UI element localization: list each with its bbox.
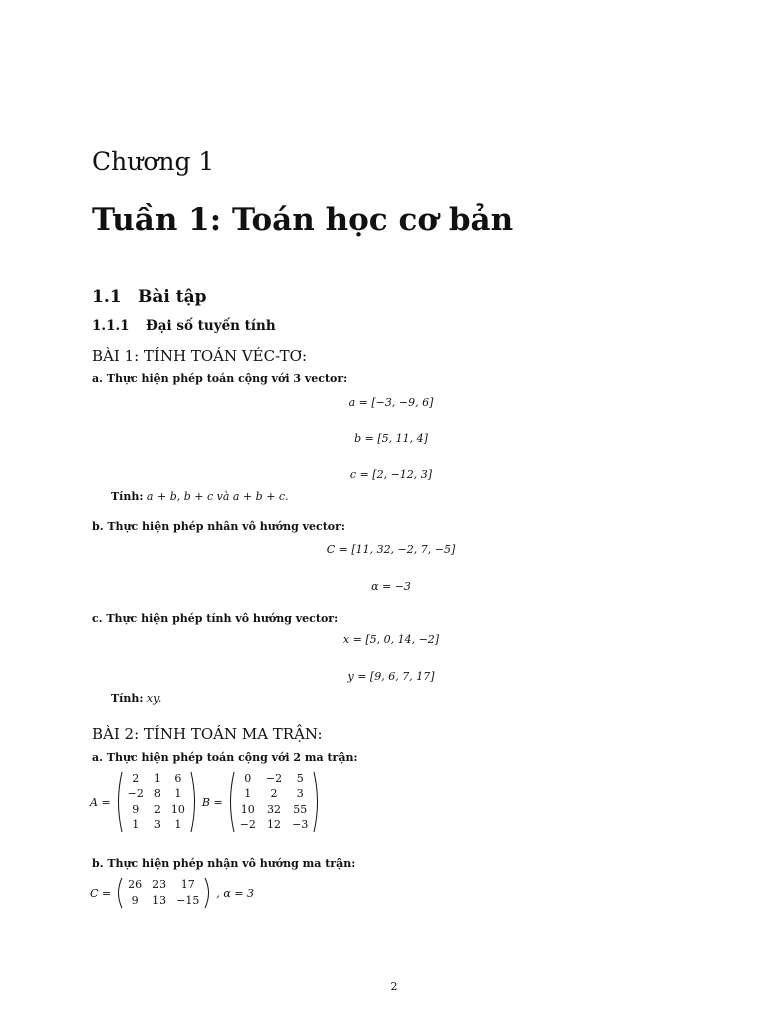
- matrix-A-label: A =: [90, 795, 111, 809]
- right-paren-icon: [190, 771, 198, 833]
- matrix-B-cell: 5: [296, 771, 304, 785]
- matrix-B-cell: 3: [296, 787, 304, 800]
- matrix-scalar-expression: [90, 877, 254, 909]
- matrix-B-cell: 10: [240, 802, 255, 816]
- matrix-A-cell: −2: [127, 787, 144, 800]
- matrix-C-cell: 17: [180, 877, 195, 891]
- matrix-A-cell: 1: [174, 787, 182, 800]
- matrix-B-label: B =: [201, 795, 223, 809]
- task-text: xy.: [146, 692, 162, 705]
- exercise-1-heading: BÀI 1: TÍNH TOÁN VÉC-TƠ:: [92, 347, 307, 365]
- task-text: a + b, b + c và a + b + c.: [146, 490, 289, 503]
- left-paren-icon: [115, 877, 123, 909]
- matrix-B-cell: −3: [292, 818, 309, 831]
- matrix-B-cell: 32: [267, 802, 282, 816]
- matrix-C-cell: −15: [176, 893, 200, 907]
- task-label: Tính:: [111, 490, 144, 503]
- exercise-1c-task: [111, 692, 161, 705]
- matrix-A-row: [123, 802, 190, 818]
- matrix-C-cell: 23: [152, 877, 167, 891]
- exercise-1c-label: c. Thực hiện phép tính vô hướng vector:: [92, 612, 339, 625]
- matrix-B-row: [235, 802, 314, 818]
- matrix-B-cell: 0: [244, 771, 252, 785]
- matrix-B-cell: −2: [265, 771, 283, 785]
- matrix-B-cell: 55: [293, 802, 308, 816]
- matrix-A: [115, 771, 198, 833]
- exercise-1b-label: b. Thực hiện phép nhân vô hướng vector:: [92, 520, 345, 533]
- equation-x: x = [5, 0, 14, −2]: [342, 633, 440, 646]
- matrix-C-cell: 9: [131, 893, 139, 907]
- matrix-A-cell: 1: [132, 818, 140, 831]
- matrix-C-row: [123, 877, 204, 893]
- equation-C-vector: C = [11, 32, −2, 7, −5]: [326, 543, 456, 556]
- chapter-label: Chương 1: [92, 147, 215, 176]
- exercise-1a-task: [111, 490, 289, 503]
- section-heading: [92, 287, 207, 307]
- section-title: Bài tập: [138, 287, 207, 307]
- matrix-B-cell: −2: [239, 818, 256, 831]
- matrix-A-cell: 2: [153, 802, 161, 816]
- equation-c: c = [2, −12, 3]: [349, 468, 433, 481]
- matrix-C-cell: 26: [128, 877, 143, 891]
- left-paren-icon: [115, 771, 123, 833]
- task-label: Tính:: [111, 692, 144, 705]
- left-paren-icon: [227, 771, 235, 833]
- exercise-1a-label: a. Thực hiện phép toán cộng với 3 vector:: [92, 372, 348, 385]
- matrix-A-cell: 8: [153, 787, 161, 800]
- matrix-A-cell: 3: [153, 818, 161, 831]
- exercise-2a-label: a. Thực hiện phép toán cộng với 2 ma trận:: [92, 751, 358, 764]
- equation-b: b = [5, 11, 4]: [354, 432, 428, 445]
- equation-y: y = [9, 6, 7, 17]: [347, 670, 435, 683]
- matrix-A-cell: 10: [170, 802, 185, 816]
- exercise-2-heading: BÀI 2: TÍNH TOÁN MA TRẬN:: [92, 725, 323, 743]
- matrix-B-cell: 1: [244, 787, 252, 800]
- page-number: 2: [390, 980, 398, 993]
- matrix-C-label: C =: [90, 886, 112, 900]
- matrix-B-cell: 12: [267, 818, 282, 831]
- matrix-B-cell: 2: [270, 787, 278, 800]
- subsection-heading: [92, 318, 276, 334]
- right-paren-icon: [313, 771, 321, 833]
- matrix-A-cell: 6: [174, 771, 182, 785]
- matrix-C: [115, 877, 212, 909]
- equation-a: a = [−3, −9, 6]: [348, 396, 434, 409]
- matrix-B-row: [235, 771, 314, 787]
- equation-alpha: α = −3: [371, 580, 411, 593]
- subsection-number: 1.1.1: [92, 318, 130, 334]
- matrix-A-cell: 1: [153, 771, 161, 785]
- matrix-A-row: [123, 771, 190, 787]
- matrix-B-row: [235, 787, 314, 803]
- matrix-sum-expression: [90, 771, 325, 833]
- matrix-C-row: [123, 893, 204, 909]
- matrix-A-row: [123, 818, 190, 834]
- matrix-A-row: [123, 787, 190, 803]
- matrix-A-cell: 9: [132, 802, 140, 816]
- alpha-value: , α = 3: [216, 886, 254, 900]
- exercise-2b-label: b. Thực hiện phép nhận vô hướng ma trận:: [92, 857, 356, 870]
- matrix-C-cell: 13: [152, 893, 167, 907]
- chapter-title: Tuần 1: Toán học cơ bản: [92, 202, 514, 238]
- subsection-title: Đại số tuyến tính: [146, 318, 276, 334]
- section-number: 1.1: [92, 287, 122, 307]
- matrix-A-cell: 1: [174, 818, 182, 831]
- matrix-B: [227, 771, 322, 833]
- right-paren-icon: [204, 877, 212, 909]
- matrix-A-cell: 2: [132, 771, 140, 785]
- matrix-B-row: [235, 818, 314, 834]
